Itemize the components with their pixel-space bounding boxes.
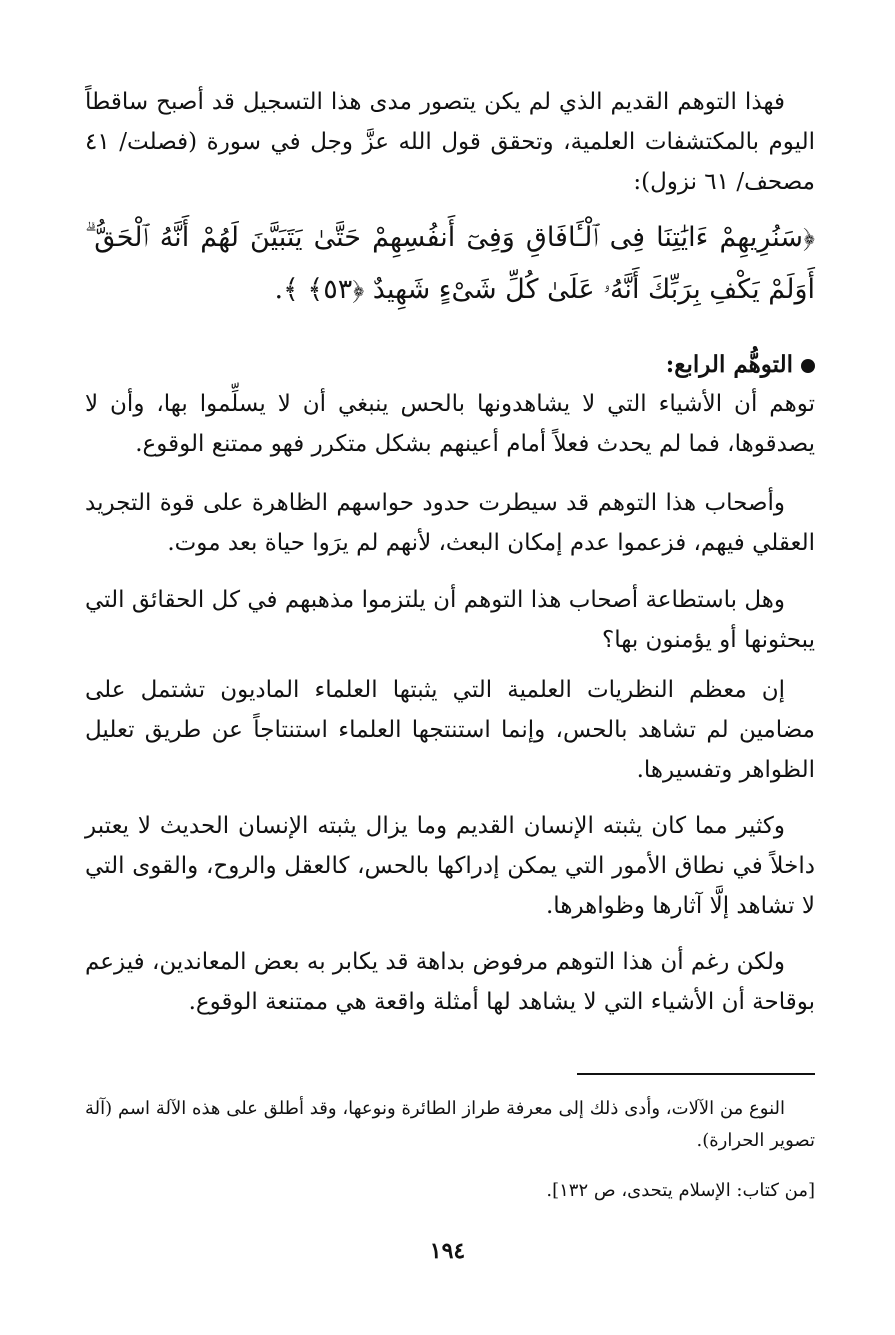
bullet-icon bbox=[801, 359, 815, 373]
section-heading bbox=[666, 345, 815, 385]
paragraph-conclusion: ولكن رغم أن هذا التوهم مرفوض بداهة قد يكابر به بعض المعاندين، فيزعم بوقاحة أن الأشياء التي لا يشاهد لها أمثلة واقعة هي ممتنعة الوقوع. bbox=[85, 949, 815, 1015]
paragraph-senses: وأصحاب هذا التوهم قد سيطرت حدود حواسهم الظاهرة على قوة التجريد العقلي فيهم، فزعموا عدم إمكان البعث، لأنهم لم يرَوا حياة بعد موت. bbox=[85, 490, 815, 556]
paragraph-definition: توهم أن الأشياء التي لا يشاهدونها بالحس ينبغي أن لا يسلِّموا بها، وأن لا يصدقوها، فما لم يحدث فعلاً أمام أعينهم بشكل متكرر فهو ممتنع الوقوع. bbox=[85, 391, 815, 457]
paragraph-intro: فهذا التوهم القديم الذي لم يكن يتصور مدى هذا التسجيل قد أصبح ساقطاً اليوم بالمكتشفات العلمية، وتحقق قول الله عزَّ وجل في سورة (فصلت/ ٤١ مصحف/ ٦١ نزول): bbox=[85, 89, 815, 195]
heading-text: التوهُّم الرابع: bbox=[665, 351, 793, 378]
paragraph-ancient-modern: وكثير مما كان يثبته الإنسان القديم وما يزال يثبته الإنسان الحديث لا يعتبر داخلاً في نطاق الأمور التي يمكن إدراكها بالحس، كالعقل والروح، والقوى التي لا تشاهد إلَّا آثارها وظواهرها. bbox=[85, 813, 815, 919]
page-number: ١٩٤ bbox=[429, 1238, 466, 1264]
quran-verse: ﴿سَنُرِيهِمْ ءَايَٰتِنَا فِى ٱلْـَٔافَاقِ وَفِىٓ أَنفُسِهِمْ حَتَّىٰ يَتَبَيَّنَ لَهُمْ أَنَّهُ ٱلْحَقُّ ۗ أَوَلَمْ يَكْفِ بِرَبِّكَ أَنَّهُۥ عَلَىٰ كُلِّ شَىْءٍ شَهِيدٌ ﴿٥٣﴾ ﴾. bbox=[85, 222, 815, 305]
footnote-divider bbox=[577, 1073, 815, 1075]
paragraph-theories: إن معظم النظريات العلمية التي يثبتها العلماء الماديون تشتمل على مضامين لم تشاهد بالحس، وإنما استنتجها العلماء استنتاجاً عن طريق تعليل الظواهر وتفسيرها. bbox=[85, 677, 815, 783]
footnote-source: [من كتاب: الإسلام يتحدى، ص ١٣٢]. bbox=[546, 1180, 815, 1201]
footnote-text: النوع من الآلات، وأدى ذلك إلى معرفة طراز الطائرة ونوعها، وقد أطلق على هذه الآلة اسم (آلة تصوير الحرارة). bbox=[85, 1098, 815, 1151]
paragraph-question: وهل باستطاعة أصحاب هذا التوهم أن يلتزموا مذهبهم في كل الحقائق التي يبحثونها أو يؤمنون بها؟ bbox=[85, 587, 815, 653]
